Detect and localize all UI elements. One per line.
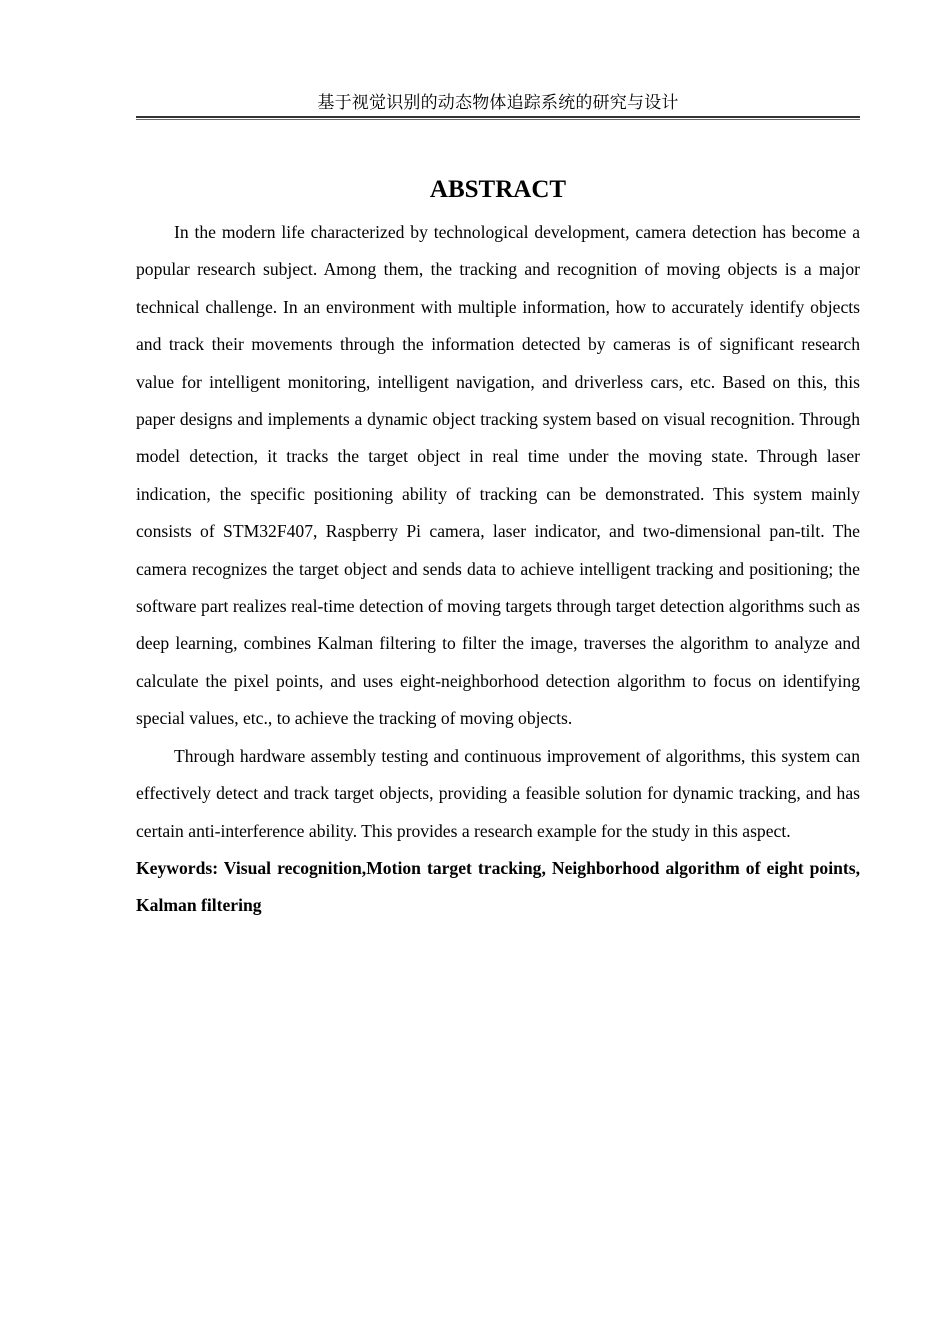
header-rule-thick [136,116,860,118]
header-rule-thin [136,119,860,120]
abstract-paragraph-2: Through hardware assembly testing and continuous improvement of algorithms, this system can effectively detect and track target objects, providing a feasible solution for dynamic tracking, and has certain anti-interference ability. This provides a research example for the study in this aspect. [136,745,860,841]
keywords-line: Keywords: Visual recognition,Motion target tracking, Neighborhood algorithm of eight points, Kalman filtering [136,857,860,916]
abstract-section [136,172,860,925]
running-header-title: 基于视觉识别的动态物体追踪系统的研究与设计 [317,93,679,113]
abstract-title: ABSTRACT [429,176,567,203]
abstract-paragraph-1: In the modern life characterized by technological development, camera detection has become a popular research subject. Among them, the tracking and recognition of moving objects is a major technical challenge. In an environment with multiple information, how to accurately identify objects and track their movements through the information detected by cameras is of significant research value for intelligent monitoring, intelligent navigation, and driverless cars, etc. Based on this, this paper designs and implements a dynamic object tracking system based on visual recognition. Through model detection, it tracks the target object in real time under the moving state. Through laser indication, the specific positioning ability of tracking can be demonstrated. This system mainly consists of STM32F407, Raspberry Pi camera, laser indicator, and two-dimensional pan-tilt. The camera recognizes the target object and sends data to achieve intelligent tracking and positioning; the software part realizes real-time detection of moving targets through target detection algorithms such as deep learning, combines Kalman filtering to filter the image, traverses the algorithm to analyze and calculate the pixel points, and uses eight-neighborhood detection algorithm to focus on identifying special values, etc., to achieve the tracking of moving objects. [136,222,860,729]
